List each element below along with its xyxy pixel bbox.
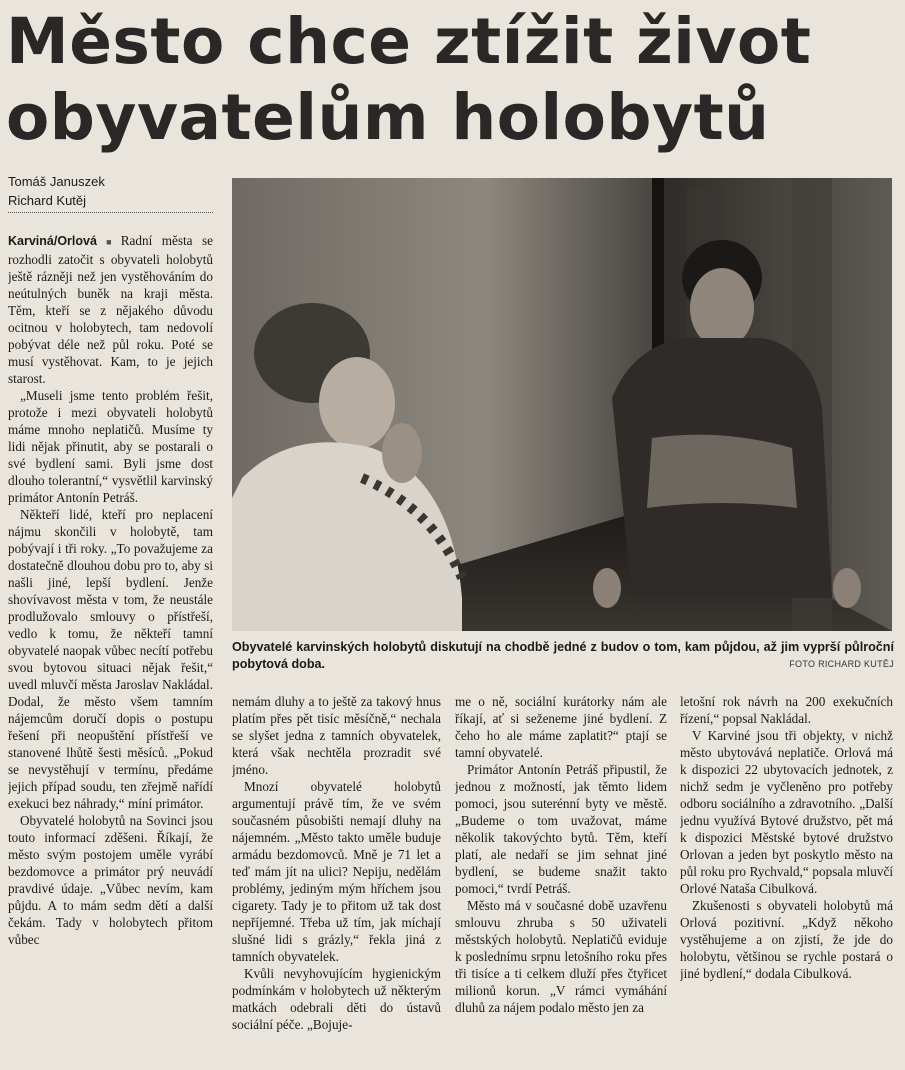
article-paragraph: „Museli jsme tento problém řešit, protože i mezi obyvateli holobytů máme mnoho neplatičů. Musíme ty lidi nějak přinutit, aby se postarali o své bydlení sami. Byli jsme dost dlouho tolerantní,“ vysvětlil karvinský primátor Antonín Petráš. [8, 388, 213, 505]
article-paragraph: Mnozí obyvatelé holobytů argumentují právě tím, že ve svém současném působišti nemají dluhy na nájemném. „Město takto uměle buduje armádu bezdomovců. Mně je 71 let a teď mám jít na ulici? Nepiju, nedělám problémy, jediným mým hříchem jsou cigarety. Tady je to přitom už tak dost nepříjemné. Třeba už tím, jak míchají slušné lidi s grázly,“ řekla jiná z tamních obyvatelek. [232, 779, 441, 964]
article-paragraph: Kvůli nevyhovujícím hygienickým podmínkám v holobytech už některým matkách odebrali děti do ústavů sociální péče. „Bojuje- [232, 966, 441, 1032]
article-column-4 [680, 693, 893, 1070]
byline [8, 172, 213, 213]
article-paragraph: Primátor Antonín Petráš připustil, že jednou z možností, jak těmto lidem pomoci, jsou suterénní byty ve městě. „Budeme o tom uvažovat, máme několik takovýchto bytů. Těm, kteří platí, ale nedaří se jim sehnat jiné bydlení, se budeme snažit takto pomoci,“ tvrdí Petráš. [455, 762, 667, 896]
dateline: Karviná/Orlová [8, 234, 97, 248]
article-paragraph: me o ně, sociální kurátorky nám ale říkají, ať si seženeme jiné bydlení. Z čeho ho ale máme zaplatit?“ ptají se tamní obyvatelé. [455, 694, 667, 760]
headline-line-1: Město chce ztížit život [6, 5, 812, 78]
photo-credit: FOTO RICHARD KUTĚJ [789, 659, 894, 669]
corridor-photo [232, 178, 892, 631]
article-paragraph: Někteří lidé, kteří pro neplacení nájmu skončili v holobytě, tam pobývají i tři roky. „To považujeme za dostatečně dlouhou dobu pro to, aby si našli jiné, lepší bydlení. Jenže shovívavost města v tom, že neustále prodlužovalo smlouvy o přístřeší, vedlo k tomu, že někteří tamní obyvatelé naopak vůbec necítí potřebu svou bytovou situaci nějak řešit,“ uvedl mluvčí města Jaroslav Nakládal. Dodal, že město všem tamním nájemcům doručí dopis o postupu řešení při neopuštění přístřeší ve stanovené lhůtě šesti měsíců. „Pokud se nevystěhují v termínu, předáme jejich případ soudu, ten zřejmě nařídí exekuci bez náhrady,“ míní primátor. [8, 507, 213, 811]
article-paragraph: letošní rok návrh na 200 exekučních řízení,“ popsal Nakládal. [680, 694, 893, 726]
article-paragraph: V Karviné jsou tři objekty, v nichž město ubytovává neplatiče. Orlová má k dispozici 22 ubytovacích jednotek, z nichž sedm je vyčleněno pro potřeby odboru sociálního a zdravotního. „Další jednu využívá Bytové družstvo, pět má k dispozici Městské bytové družstvo Orlovan a jeden byt poskytlo město na půl roku pro Rychvald,“ popsala mluvčí Orlové Nataša Cibulková. [680, 728, 893, 896]
photo-caption: Obyvatelé karvinských holobytů diskutují na chodbě jedné z budov o tom, kam půjdou, až jim vyprší půlroční pobytová doba. [232, 640, 894, 671]
article-column-2 [232, 693, 441, 1070]
author-2: Richard Kutěj [8, 193, 87, 208]
article-column-3 [455, 693, 667, 1070]
author-1: Tomáš Januszek [8, 174, 105, 189]
article-photo [232, 178, 892, 631]
article-paragraph [8, 232, 213, 387]
paragraph-text: Radní města se rozhodli zatočit s obyvateli holobytů ještě rázněji než jen vystěhováním do neútulných buněk na kraji města. Těm, kteří se z nějakého důvodu ocitnou v holobytech, tam nedovolí pobývat déle než půl roku. Poté se musí vystěhovat. Kam, to je jejich starost. [8, 233, 213, 386]
headline-line-2: obyvatelům holobytů [6, 81, 770, 154]
article-column-1 [8, 232, 213, 1070]
article-paragraph: Obyvatelé holobytů na Sovinci jsou touto informací zděšeni. Říkají, že město svým postojem uměle vyrábí bezdomovce a primátor prý neuvádí pravdivé údaje. „Vůbec nevím, kam půjdu. A to mám sedm dětí a další čekám. Tady v holobytech přitom vůbec [8, 813, 213, 947]
headline [6, 4, 901, 156]
article-paragraph: Město má v současné době uzavřenu smlouvu zhruba s 50 uživateli městských holobytů. Neplatičů eviduje k poslednímu srpnu letošního roku přes tři tisíce a ti celkem dluží přes čtyřicet milionů korun. „V rámci vymáhání dluhů za nájem podalo město jen za [455, 898, 667, 1015]
article-paragraph: nemám dluhy a to ještě za takový hnus platím přes pět tisíc měsíčně,“ nechala se slyšet jedna z tamních obyvatelek, která však nechtěla prozradit své jméno. [232, 694, 441, 777]
dateline-bullet-icon: ■ [99, 237, 118, 247]
article-paragraph: Zkušenosti s obyvateli holobytů má Orlová pozitivní. „Když někoho vystěhujeme a on zjistí, že jde do holobytu, většinou se rychle postará o jiné bydlení,“ dodala Cibulková. [680, 898, 893, 981]
